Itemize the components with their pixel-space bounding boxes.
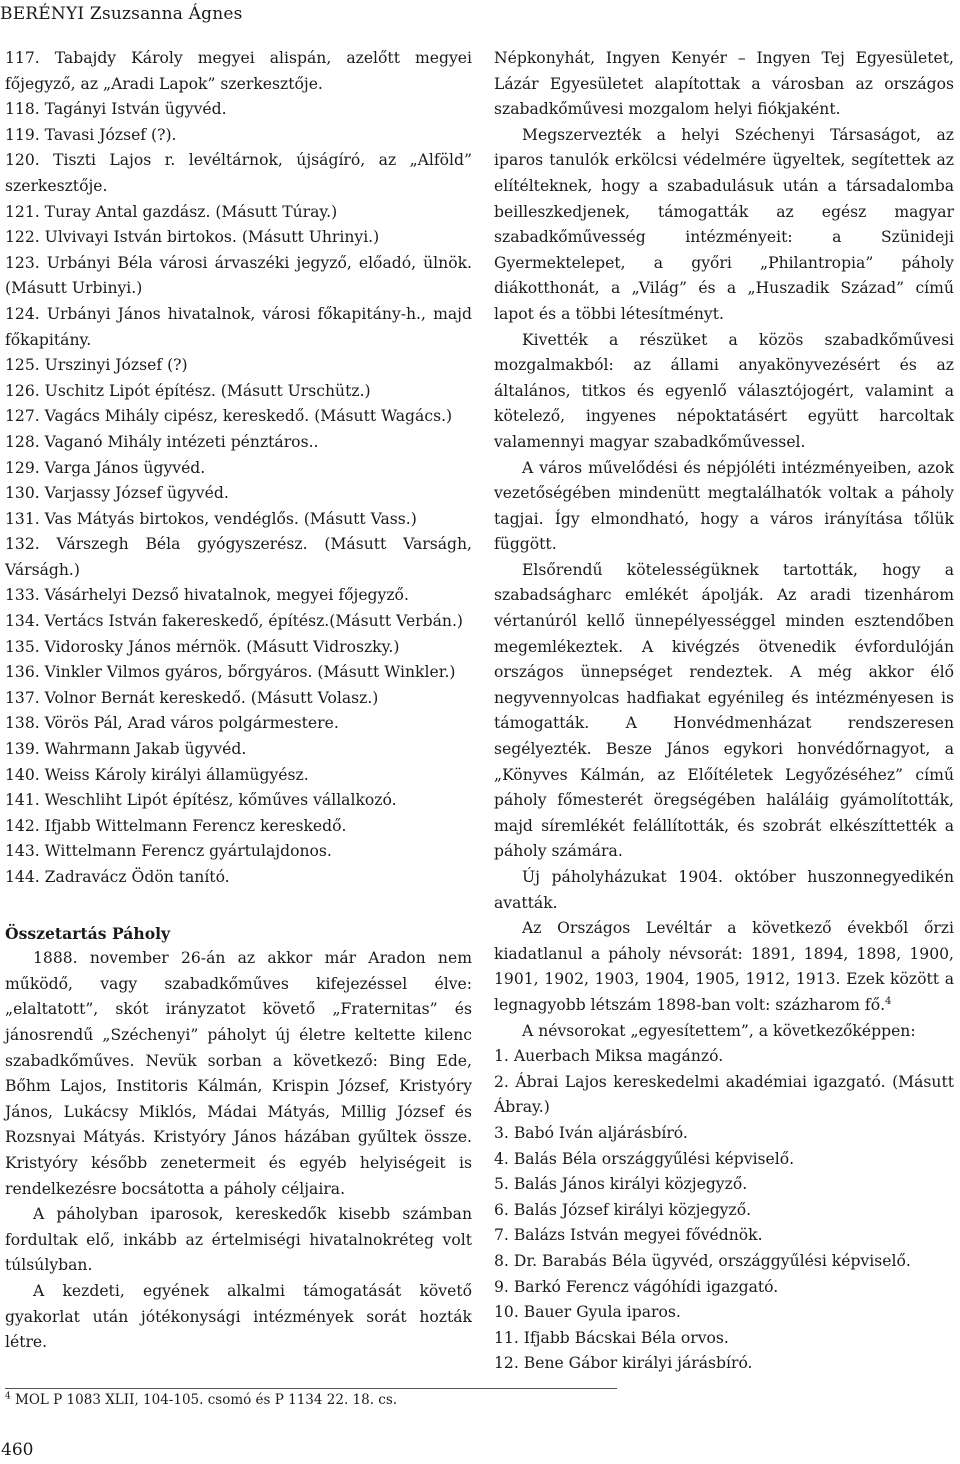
list-item: 144. Zadravácz Ödön tanító. <box>5 868 230 886</box>
list-item: 142. Ifjabb Wittelmann Ferencz kereskedő. <box>5 816 347 835</box>
footnote-text: MOL P 1083 XLII, 104-105. csomó és P 1134 22. 18. cs. <box>15 1392 398 1408</box>
list-item: 2. Ábrai Lajos kereskedelmi akadémiai igazgató. (Másutt Ábray.) <box>494 1072 954 1117</box>
list-item: 137. Volnor Bernát kereskedő. (Másutt Volasz.) <box>5 688 379 707</box>
list-item: 138. Vörös Pál, Arad város polgármestere. <box>5 714 339 733</box>
list-item: 118. Tagányi István ügyvéd. <box>5 100 227 119</box>
right-column <box>494 46 954 1377</box>
list-item: 3. Babó Iván aljárásbíró. <box>494 1123 688 1142</box>
footnote-reference[interactable]: 4 <box>885 995 892 1007</box>
list-item: 140. Weiss Károly királyi államügyész. <box>5 765 309 784</box>
list-item: 128. Vaganó Mihály intézeti pénztáros.. <box>5 432 319 451</box>
paragraph: Új páholyházukat 1904. október huszonnegyedikén avatták. <box>494 868 954 912</box>
footnote-mark: 4 <box>5 1391 11 1402</box>
list-item: 134. Vertács István fakereskedő, építész.(Másutt Verbán.) <box>5 612 463 631</box>
section-title: Összetartás Páholy <box>5 923 171 943</box>
list-item: 143. Wittelmann Ferencz gyártulajdonos. <box>5 842 332 861</box>
paragraph: Kivették a részüket a közös szabadkőművesi mozgalmakból: az állami anyakönyvezésért és az általános, titkos és egyenlő választójogért, valamint a kötelező, ingyenes népoktatásért együtt harcoltak valamennyi magyar szabadkőművessel. <box>494 330 954 451</box>
list-item: 127. Vagács Mihály cipész, kereskedő. (Másutt Wagács.) <box>5 407 453 426</box>
member-list-right <box>494 1044 954 1377</box>
list-item: 11. Ifjabb Bácskai Béla orvos. <box>494 1328 729 1347</box>
list-item: 1. Auerbach Miksa magánzó. <box>494 1047 724 1066</box>
paragraph: 1888. november 26-án az akkor már Aradon nem működő, vagy szabadkőműves kifejezéssel élve: „elaltatott”, skót irányzatot követő „Fraternitas” és jánosrendű „Széchenyi” páholyt új életre keltette kilenc szabadkőműves. Nevük sorban a következő: Bing Ede, Bőhm Lajos, Institoris Kálmán, Krispin József, Kristyóry János, Lukácsy Miklós, Mádai Mátyás, Millig József és Rozsnyai Mátyás. Kristyóry János házában gyűltek össze. Kristyóry később zenetermeit és egyéb helyiségeit is rendelkezésre bocsátotta a páholy céljaira. <box>5 949 472 1198</box>
paragraph: Megszervezték a helyi Széchenyi Társaságot, az iparos tanulók erkölcsi védelmére ügyeltek, segítettek az elítélteknek, hogy a szabadulásuk után a társadalomba beilleszkedjenek, támogatták az egész magyar szabadkőművesség intézményeit: a Szünideji Gyermektelepet, a győri „Philantropia” páholy diákotthonát, a „Világ” és a „Huszadik Század” című lapot és a többi létesítményt. <box>494 125 954 323</box>
list-item: 124. Urbányi János hivatalnok, városi főkapitány-h., majd főkapitány. <box>5 304 472 349</box>
paragraph: Az Országos Levéltár a következő évekből őrzi kiadatlanul a páholy névsorát: 1891, 1894, 1898, 1900, 1901, 1902, 1903, 1904, 1905, 1912, 1913. Ezek között a legnagyobb létszám 1898-ban volt: százharom fő.$^4$ <box>494 919 954 1014</box>
list-item: 4. Balás Béla országgyűlési képviselő. <box>494 1149 795 1168</box>
list-item: 12. Bene Gábor királyi járásbíró. <box>494 1354 753 1373</box>
list-item: 122. Ulvivayi István birtokos. (Másutt Uhrinyi.) <box>5 228 380 247</box>
member-list-left <box>5 46 472 891</box>
paragraph: Elsőrendű kötelességüknek tartották, hogy a szabadságharc emlékét ápolják. Az aradi tizenhárom vértanúról kellő ünnepélyességgel minden esztendőben megemlékeztek. A kivégzés ötvenedik évfordulóján országos ünnepséget rendeztek. A még akkor élő negyvennyolcas hadfiakat egyénileg és intézményesen is támogatták. A Honvédmenházat rendszeresen segélyezték. Besze János egykori honvédőrnagyot, a „Könyves Kálmán, az Előítéletek Legyőzéséhez” című páholy főmesterét öregségében haláláig gyámolították, majd síremlékét felállították, és szobrát elkészíttették a páholy számára. <box>494 560 954 861</box>
right-paragraphs <box>494 46 954 1044</box>
list-item: 130. Varjassy József ügyvéd. <box>5 484 229 503</box>
running-header: BERÉNYI Zsuzsanna Ágnes <box>0 4 243 24</box>
footnote <box>5 1392 397 1408</box>
list-item: 7. Balázs István megyei fővédnök. <box>494 1226 763 1245</box>
list-item: 5. Balás János királyi közjegyző. <box>494 1175 748 1194</box>
paragraph: A kezdeti, egyének alkalmi támogatását követő gyakorlat után jótékonysági intézmények sorát hozták létre. <box>5 1281 472 1352</box>
list-item: 8. Dr. Barabás Béla ügyvéd, országgyűlési képviselő. <box>494 1251 911 1270</box>
list-item: 121. Turay Antal gazdász. (Másutt Túray.) <box>5 202 338 221</box>
list-item: 119. Tavasi József (?). <box>5 125 177 144</box>
list-item: 123. Urbányi Béla városi árvaszéki jegyző, előadó, ülnök. (Másutt Urbinyi.) <box>5 253 472 298</box>
list-item: 126. Uschitz Lipót építész. (Másutt Urschütz.) <box>5 381 371 400</box>
paragraph: A város művelődési és népjóléti intézményeiben, azok vezetőségében mindenütt megtalálhatók voltak a páholy tagjai. Így elmondható, hogy a város irányítása tőlük függött. <box>494 458 954 554</box>
list-item: 10. Bauer Gyula iparos. <box>494 1303 681 1322</box>
list-item: 133. Vásárhelyi Dezső hivatalnok, megyei főjegyző. <box>5 586 409 605</box>
list-item: 139. Wahrmann Jakab ügyvéd. <box>5 740 247 759</box>
list-item: 125. Urszinyi József (?) <box>5 356 188 375</box>
list-item: 129. Varga János ügyvéd. <box>5 458 206 477</box>
left-paragraphs <box>5 946 472 1356</box>
list-item: 120. Tiszti Lajos r. levéltárnok, újságíró, az „Alföld” szerkesztője. <box>5 151 472 195</box>
list-item: 141. Weschliht Lipót építész, kőműves vállalkozó. <box>5 791 397 810</box>
paragraph: A névsorokat „egyesítettem”, a következőképpen: <box>522 1021 916 1040</box>
list-item: 6. Balás József királyi közjegyző. <box>494 1200 752 1219</box>
list-item: 131. Vas Mátyás birtokos, vendéglős. (Másutt Vass.) <box>5 509 417 528</box>
paragraph: Népkonyhát, Ingyen Kenyér – Ingyen Tej Egyesületet, Lázár Egyesületet alapítottak a városban az országos szabadkőművesi mozgalom helyi fiókjaként. <box>494 49 954 119</box>
paragraph: A páholyban iparosok, kereskedők kisebb számban fordultak elő, inkább az értelmiségi hivatalnokréteg volt túlsúlyban. <box>5 1205 472 1275</box>
left-column <box>5 46 472 1356</box>
footnote-rule <box>5 1388 617 1389</box>
list-item: 135. Vidorosky János mérnök. (Másutt Vidroszky.) <box>5 637 400 656</box>
list-item: 136. Vinkler Vilmos gyáros, bőrgyáros. (Másutt Winkler.) <box>5 663 456 682</box>
list-item: 132. Várszegh Béla gyógyszerész. (Másutt Varságh, Várságh.) <box>5 535 472 579</box>
list-item: 117. Tabajdy Károly megyei alispán, azelőtt megyei főjegyző, az „Aradi Lapok” szerkesztője. <box>5 49 472 93</box>
page-number: 460 <box>1 1440 34 1460</box>
list-item: 9. Barkó Ferencz vágóhídi igazgató. <box>494 1277 779 1296</box>
